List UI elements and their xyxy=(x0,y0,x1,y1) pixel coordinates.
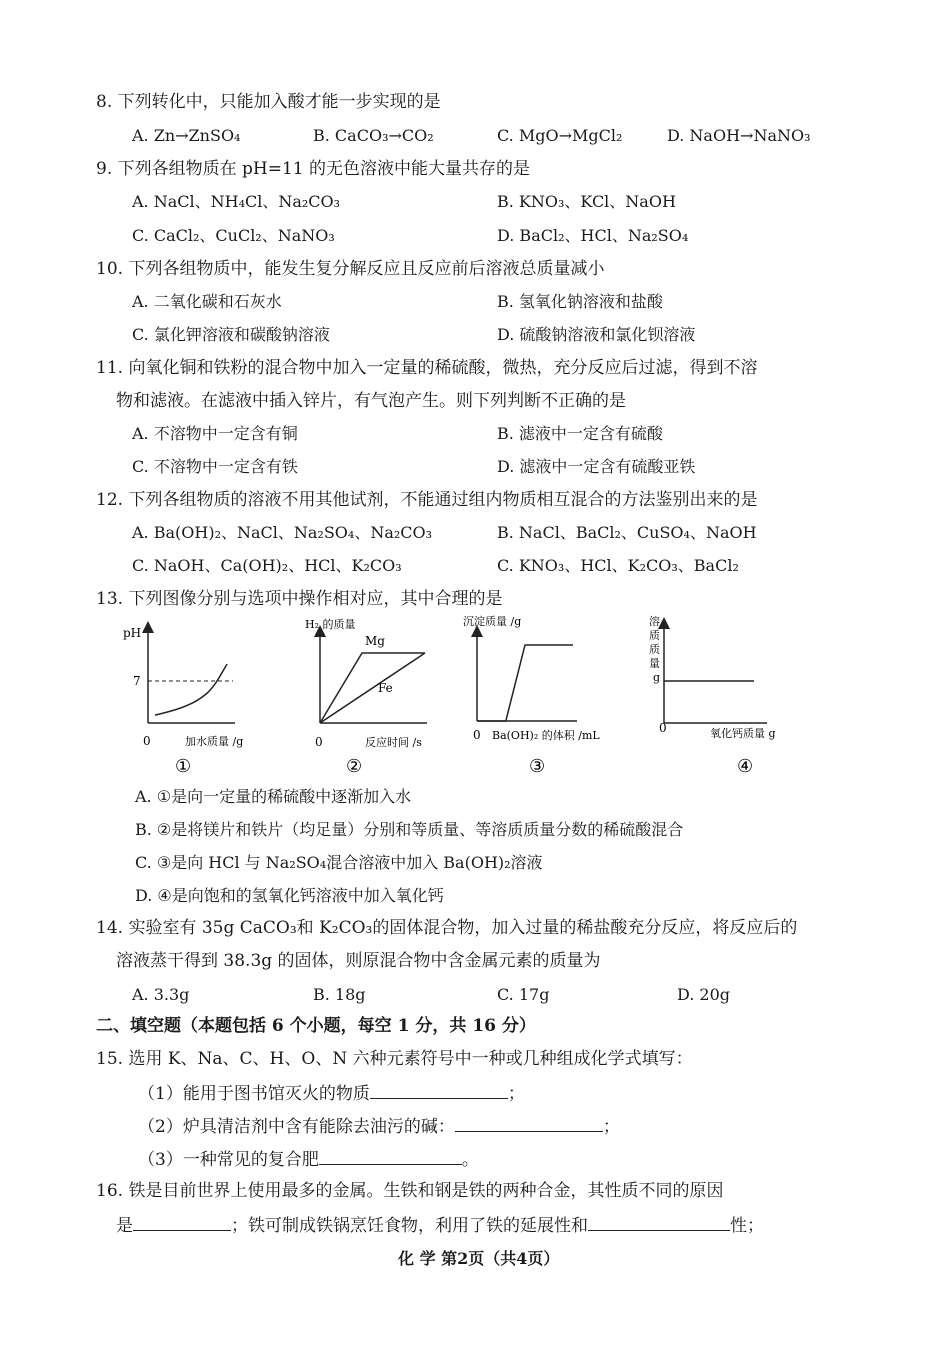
q8-option-b: B. CaCO₃→CO₂ xyxy=(313,126,434,145)
chart-3-ylabel: 沉淀质量 /g xyxy=(463,615,522,628)
q12-stem: 12. 下列各组物质的溶液不用其他试剂，不能通过组内物质相互混合的方法鉴别出来的是 xyxy=(96,490,758,510)
chart-2-origin: 0 xyxy=(315,735,323,749)
q16-text-a: 是 xyxy=(116,1216,133,1236)
q16-blank-2[interactable] xyxy=(588,1212,730,1231)
chart-4-ylabel-1: 溶 xyxy=(649,615,660,628)
chart-2-ylabel: H₂ 的质量 xyxy=(305,618,356,631)
chart-4-ylabel-4: 量 xyxy=(649,657,660,670)
q12-option-d: C. KNO₃、HCl、K₂CO₃、BaCl₂ xyxy=(497,556,739,575)
q13-option-a: A. ①是向一定量的稀硫酸中逐渐加入水 xyxy=(135,787,412,806)
q10-option-d: D. 硫酸钠溶液和氯化钡溶液 xyxy=(497,325,696,344)
chart-4-ylabel-2: 质 xyxy=(649,629,660,642)
q15-sub2-blank[interactable] xyxy=(455,1113,603,1132)
chart-2-number: ② xyxy=(346,756,363,775)
q11-stem-line2: 物和滤液。在滤液中插入锌片，有气泡产生。则下列判断不正确的是 xyxy=(116,391,626,411)
q15-sub3 xyxy=(138,1146,479,1172)
chart-3-series-line xyxy=(477,645,573,721)
chart-1-number: ① xyxy=(175,756,192,775)
q15-sub2-text: （2）炉具清洁剂中含有能除去油污的碱： xyxy=(138,1117,455,1137)
q16-stem-line2 xyxy=(116,1212,764,1238)
q8-option-a: A. Zn→ZnSO₄ xyxy=(132,126,241,145)
q12-option-c: C. NaOH、Ca(OH)₂、HCl、K₂CO₃ xyxy=(132,556,402,575)
q8-option-c: C. MgO→MgCl₂ xyxy=(497,126,623,145)
chart-3-origin: 0 xyxy=(473,728,481,742)
q16-text-b: ；铁可制成铁锅烹饪食物，利用了铁的延展性和 xyxy=(231,1216,588,1236)
q15-sub1 xyxy=(138,1080,525,1106)
q14-option-a: A. 3.3g xyxy=(132,985,190,1004)
q11-option-c: C. 不溶物中一定含有铁 xyxy=(132,457,298,476)
q11-stem-line1: 11. 向氧化铜和铁粉的混合物中加入一定量的稀硫酸，微热，充分反应后过滤，得到不溶 xyxy=(96,358,758,378)
q13-charts xyxy=(115,615,795,775)
chart-3-xlabel: Ba(OH)₂ 的体积 /mL xyxy=(492,729,600,742)
q11-option-a: A. 不溶物中一定含有铜 xyxy=(132,424,298,443)
q14-option-b: B. 18g xyxy=(313,985,366,1004)
q15-sub1-end: ； xyxy=(507,1084,525,1104)
q15-sub1-text: （1）能用于图书馆灭火的物质 xyxy=(138,1084,370,1104)
q9-option-b: B. KNO₃、KCl、NaOH xyxy=(497,192,676,211)
q16-blank-1[interactable] xyxy=(133,1212,231,1231)
q8-stem: 8. 下列转化中，只能加入酸才能一步实现的是 xyxy=(96,92,441,112)
chart-1-ph xyxy=(123,626,243,748)
chart-4-solute xyxy=(649,615,776,740)
chart-4-number: ④ xyxy=(737,756,754,775)
chart-4-origin: 0 xyxy=(659,721,667,735)
q16-text-c: 性； xyxy=(730,1216,764,1236)
chart-2-h2 xyxy=(305,617,427,749)
chart-4-ylabel-5: g xyxy=(653,671,661,684)
chart-1-origin: 0 xyxy=(143,734,151,748)
section-2-heading: 二、填空题（本题包括 6 个小题，每空 1 分，共 16 分） xyxy=(96,1016,536,1036)
chart-1-series-line xyxy=(155,664,227,715)
q13-stem: 13. 下列图像分别与选项中操作相对应，其中合理的是 xyxy=(96,589,503,609)
q14-stem-line2: 溶液蒸干得到 38.3g 的固体，则原混合物中含金属元素的质量为 xyxy=(116,951,601,971)
q8-option-d: D. NaOH→NaNO₃ xyxy=(667,126,811,145)
chart-1-ref-label: 7 xyxy=(133,674,141,688)
chart-2-series-fe xyxy=(320,653,425,723)
q13-option-b: B. ②是将镁片和铁片（均足量）分别和等质量、等溶质质量分数的稀硫酸混合 xyxy=(135,820,684,839)
chart-3-number: ③ xyxy=(529,756,546,775)
q14-option-d: D. 20g xyxy=(677,985,731,1004)
q13-option-c: C. ③是向 HCl 与 Na₂SO₄混合溶液中加入 Ba(OH)₂溶液 xyxy=(135,853,543,872)
q14-stem-line1: 14. 实验室有 35g CaCO₃和 K₂CO₃的固体混合物，加入过量的稀盐酸充分反应，将反应后的 xyxy=(96,918,798,938)
q10-option-c: C. 氯化钾溶液和碳酸钠溶液 xyxy=(132,325,330,344)
chart-2-label-mg: Mg xyxy=(365,634,385,648)
q9-option-d: D. BaCl₂、HCl、Na₂SO₄ xyxy=(497,226,689,245)
chart-4-xlabel: 氧化钙质量 g xyxy=(710,727,776,740)
q9-stem: 9. 下列各组物质在 pH=11 的无色溶液中能大量共存的是 xyxy=(96,159,531,179)
q15-stem: 15. 选用 K、Na、C、H、O、N 六种元素符号中一种或几种组成化学式填写： xyxy=(96,1049,693,1069)
q15-sub2-end: ； xyxy=(602,1117,620,1137)
q15-sub2 xyxy=(138,1113,620,1139)
q13-option-d: D. ④是向饱和的氢氧化钙溶液中加入氧化钙 xyxy=(135,886,444,905)
q15-sub3-blank[interactable] xyxy=(319,1146,462,1165)
q11-option-b: B. 滤液中一定含有硫酸 xyxy=(497,424,663,443)
q12-option-b: B. NaCl、BaCl₂、CuSO₄、NaOH xyxy=(497,523,757,542)
q15-sub1-blank[interactable] xyxy=(370,1080,508,1099)
q9-option-a: A. NaCl、NH₄Cl、Na₂CO₃ xyxy=(132,192,341,211)
q12-option-a: A. Ba(OH)₂、NaCl、Na₂SO₄、Na₂CO₃ xyxy=(132,523,433,542)
q15-sub3-end: 。 xyxy=(461,1150,479,1170)
chart-2-xlabel: 反应时间 /s xyxy=(365,736,422,749)
chart-1-ylabel: pH xyxy=(123,626,142,640)
q10-option-a: A. 二氧化碳和石灰水 xyxy=(132,292,282,311)
chart-4-ylabel-3: 质 xyxy=(649,643,660,656)
q15-sub3-text: （3）一种常见的复合肥 xyxy=(138,1150,319,1170)
q10-stem: 10. 下列各组物质中，能发生复分解反应且反应前后溶液总质量减小 xyxy=(96,259,605,279)
q11-option-d: D. 滤液中一定含有硫酸亚铁 xyxy=(497,457,696,476)
chart-1-xlabel: 加水质量 /g xyxy=(185,735,244,748)
q10-option-b: B. 氢氧化钠溶液和盐酸 xyxy=(497,292,663,311)
chart-3-precipitate xyxy=(463,615,600,742)
q14-option-c: C. 17g xyxy=(497,985,550,1004)
q9-option-c: C. CaCl₂、CuCl₂、NaNO₃ xyxy=(132,226,335,245)
q16-stem-line1: 16. 铁是目前世界上使用最多的金属。生铁和钢是铁的两种合金，其性质不同的原因 xyxy=(96,1181,724,1201)
page-footer: 化 学 第2页（共4页） xyxy=(398,1249,560,1268)
chart-2-label-fe: Fe xyxy=(378,681,393,695)
